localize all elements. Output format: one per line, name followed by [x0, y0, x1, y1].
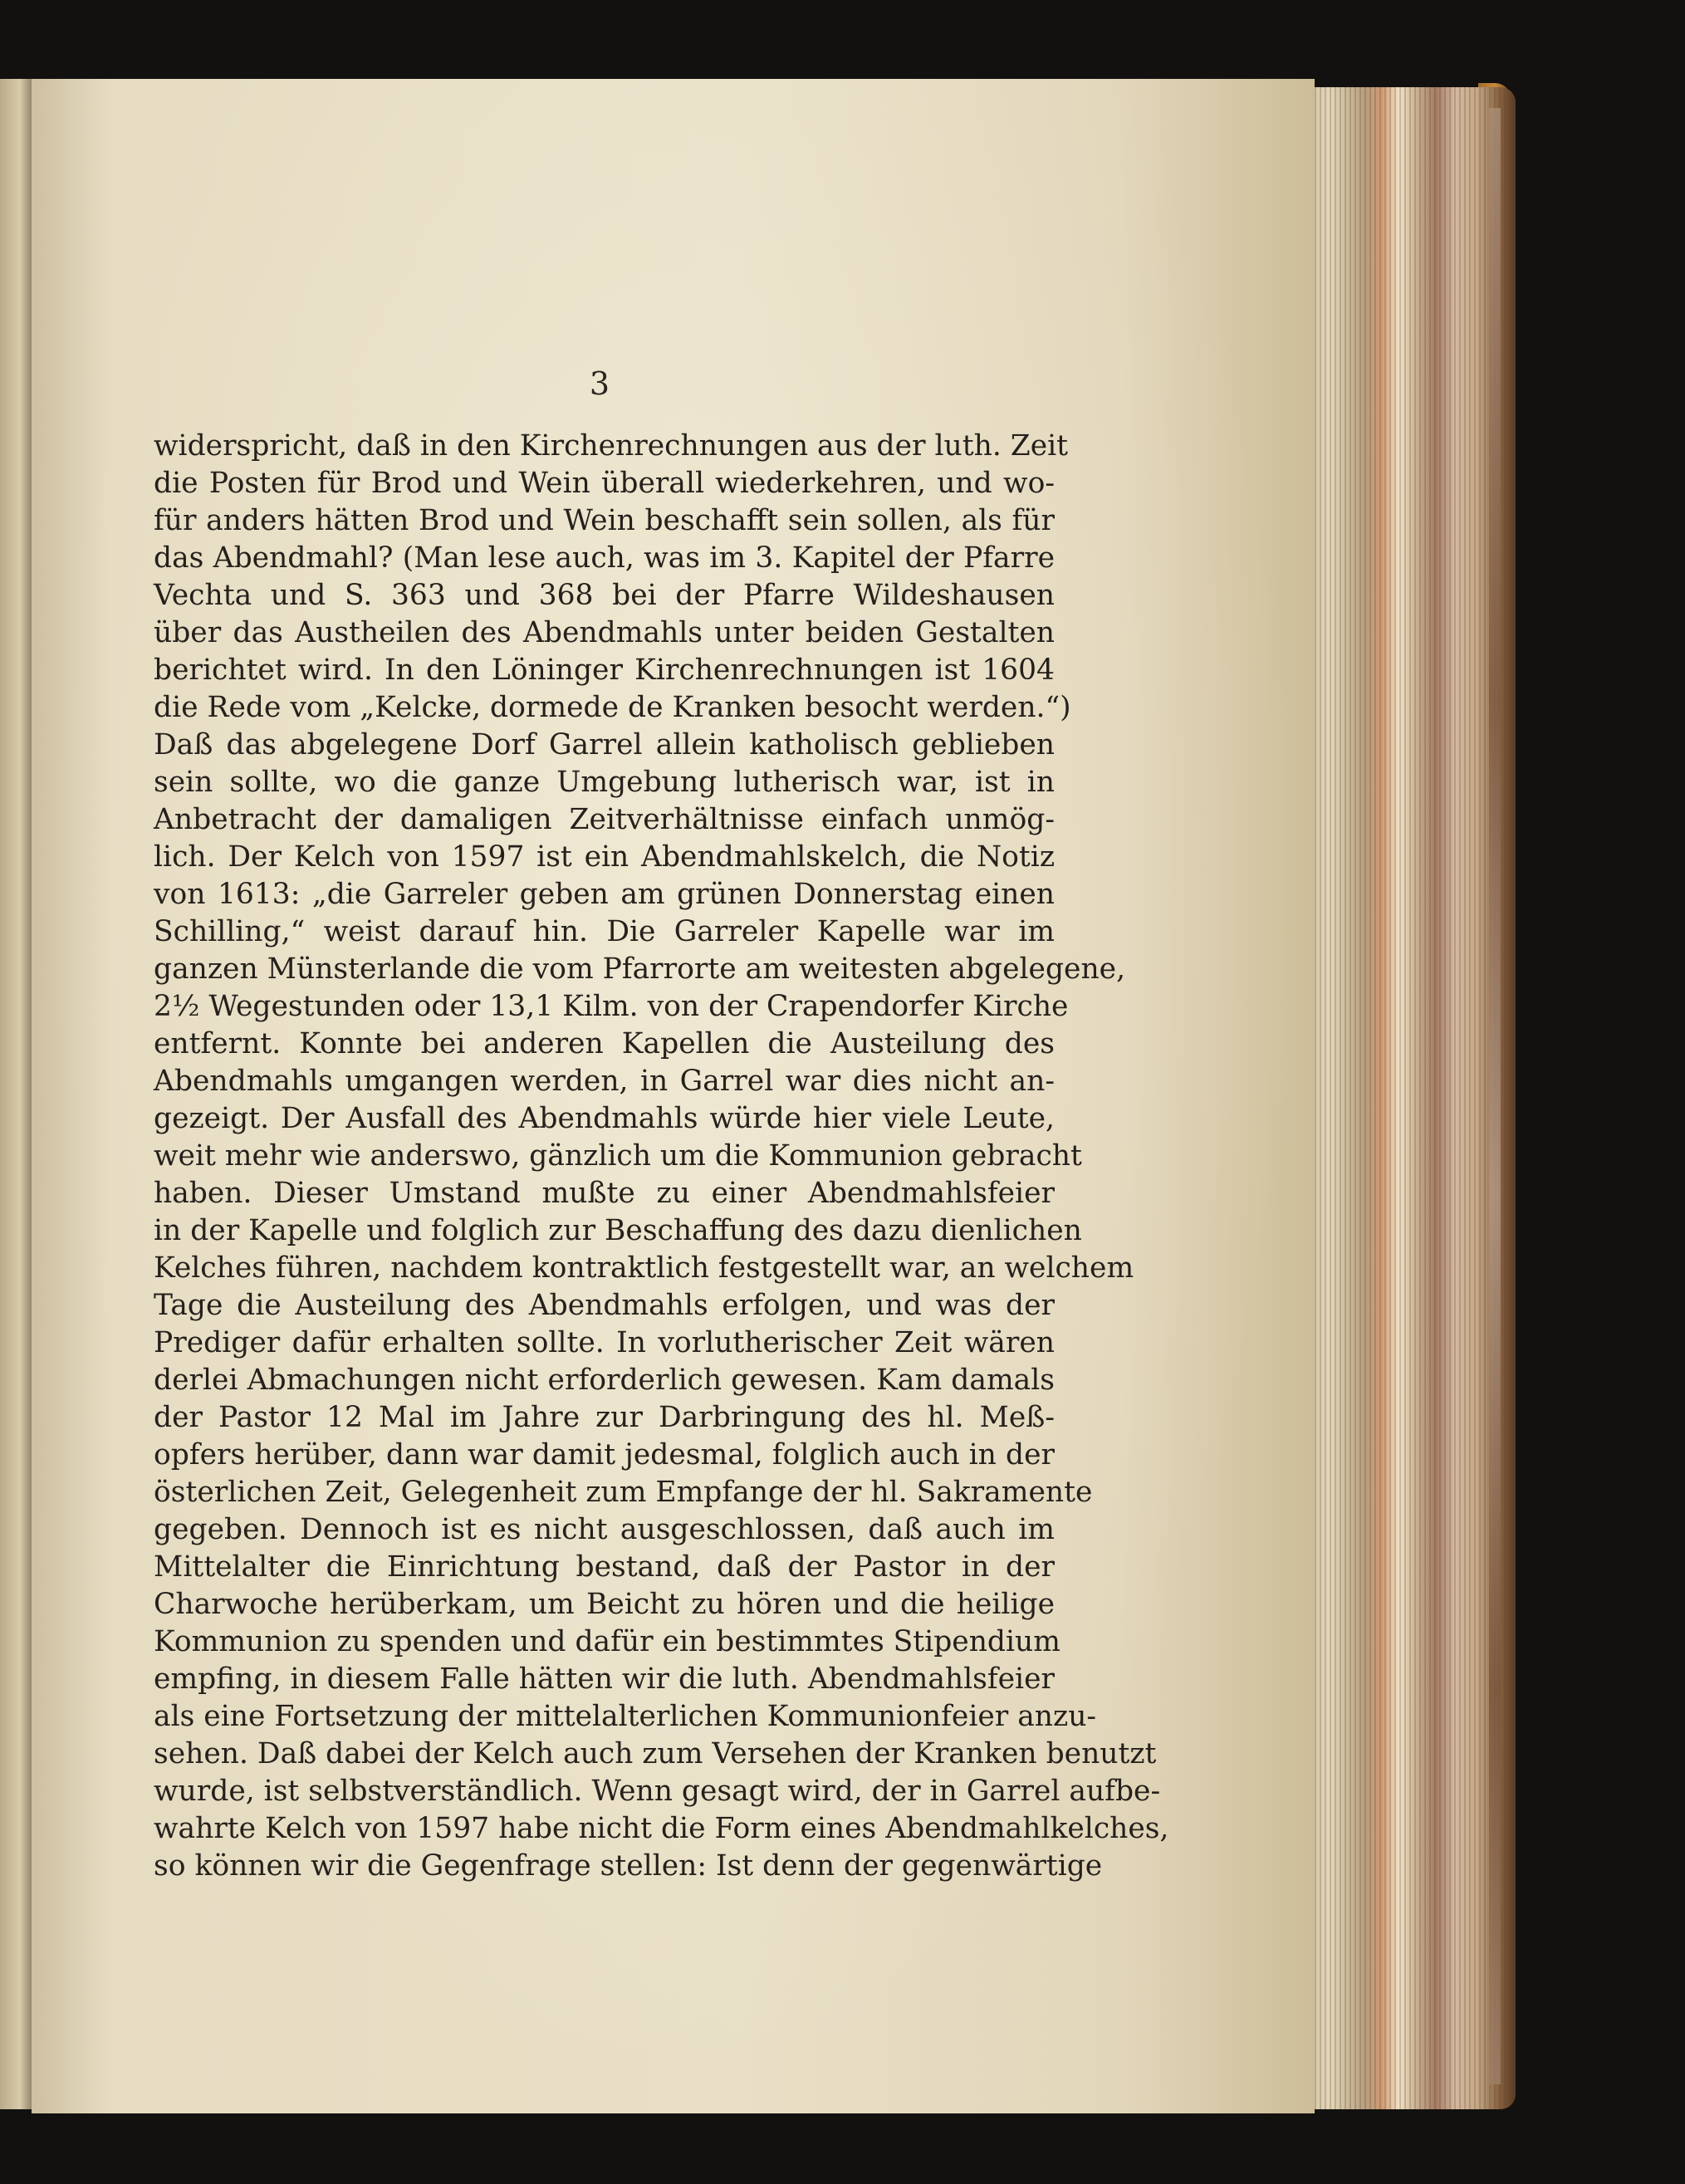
text-line: Prediger dafür erhalten sollte. In vorlutherischer Zeit wären: [154, 1326, 1055, 1359]
text-line: entfernt. Konnte bei anderen Kapellen die Austeilung des: [154, 1027, 1055, 1060]
text-line: Mittelalter die Einrichtung bestand, daß der Pastor in der: [154, 1550, 1055, 1584]
body-text: [154, 428, 1169, 1885]
text-line: Anbetracht der damaligen Zeitverhältnisse einfach unmög-: [154, 803, 1055, 836]
text-line: das Abendmahl? (Man lese auch, was im 3. Kapitel der Pfarre: [154, 541, 1055, 575]
text-line: 2½ Wegestunden oder 13,1 Kilm. von der Crapendorfer Kirche: [154, 990, 1069, 1023]
text-line: Schilling,“ weist darauf hin. Die Garreler Kapelle war im: [154, 915, 1055, 948]
adjacent-page-edge: [0, 79, 33, 2109]
text-line: Charwoche herüberkam, um Beicht zu hören und die heilige: [154, 1588, 1055, 1621]
text-line: opfers herüber, dann war damit jedesmal, folglich auch in der: [154, 1438, 1055, 1472]
text-line: berichtet wird. In den Löninger Kirchenrechnungen ist 1604: [154, 654, 1055, 687]
text-line: ganzen Münsterlande die vom Pfarrorte am weitesten abgelegene,: [154, 952, 1126, 986]
text-line: lich. Der Kelch von 1597 ist ein Abendmahlskelch, die Notiz: [154, 840, 1055, 874]
text-line: Tage die Austeilung des Abendmahls erfolgen, und was der: [154, 1289, 1055, 1322]
text-line: widerspricht, daß in den Kirchenrechnungen aus der luth. Zeit: [154, 429, 1069, 463]
text-line: empfing, in diesem Falle hätten wir die luth. Abendmahlsfeier: [154, 1662, 1055, 1696]
page-number: 3: [589, 365, 610, 402]
text-line: über das Austheilen des Abendmahls unter beiden Gestalten: [154, 616, 1055, 649]
text-line: Kelches führen, nachdem kontraktlich festgestellt war, an welchem: [154, 1251, 1134, 1285]
text-line: gezeigt. Der Ausfall des Abendmahls würde hier viele Leute,: [154, 1102, 1055, 1135]
text-line: gegeben. Dennoch ist es nicht ausgeschlossen, daß auch im: [154, 1513, 1055, 1546]
text-line: sein sollte, wo die ganze Umgebung lutherisch war, ist in: [154, 766, 1055, 799]
text-line: wurde, ist selbstverständlich. Wenn gesagt wird, der in Garrel aufbe-: [154, 1775, 1161, 1808]
text-line: Kommunion zu spenden und dafür ein bestimmtes Stipendium: [154, 1625, 1060, 1658]
text-line: haben. Dieser Umstand mußte zu einer Abendmahlsfeier: [154, 1177, 1055, 1210]
text-line: Daß das abgelegene Dorf Garrel allein katholisch geblieben: [154, 728, 1055, 761]
text-line: derlei Abmachungen nicht erforderlich gewesen. Kam damals: [154, 1364, 1055, 1397]
text-line: als eine Fortsetzung der mittelalterlichen Kommunionfeier anzu-: [154, 1700, 1097, 1733]
text-line: Vechta und S. 363 und 368 bei der Pfarre Wildeshausen: [154, 579, 1055, 612]
text-line: die Rede vom „Kelcke, dormede de Kranken besocht werden.“): [154, 691, 1071, 724]
text-line: der Pastor 12 Mal im Jahre zur Darbringung des hl. Meß-: [154, 1401, 1055, 1434]
book-fore-edge: [1300, 87, 1516, 2109]
text-line: weit mehr wie anderswo, gänzlich um die Kommunion gebracht: [154, 1139, 1082, 1173]
text-line: österlichen Zeit, Gelegenheit zum Empfange der hl. Sakramente: [154, 1476, 1093, 1509]
text-line: so können wir die Gegenfrage stellen: Ist denn der gegenwärtige: [154, 1849, 1103, 1883]
text-line: wahrte Kelch von 1597 habe nicht die Form eines Abendmahlkelches,: [154, 1812, 1169, 1845]
book-page: [32, 79, 1315, 2113]
text-line: Abendmahls umgangen werden, in Garrel war dies nicht an-: [154, 1065, 1055, 1098]
text-line: für anders hätten Brod und Wein beschafft sein sollen, als für: [154, 504, 1055, 537]
text-line: sehen. Daß dabei der Kelch auch zum Versehen der Kranken benutzt: [154, 1737, 1157, 1770]
text-line: die Posten für Brod und Wein überall wiederkehren, und wo-: [154, 467, 1055, 500]
text-line: in der Kapelle und folglich zur Beschaffung des dazu dienlichen: [154, 1214, 1082, 1247]
text-line: von 1613: „die Garreler geben am grünen Donnerstag einen: [154, 878, 1055, 911]
